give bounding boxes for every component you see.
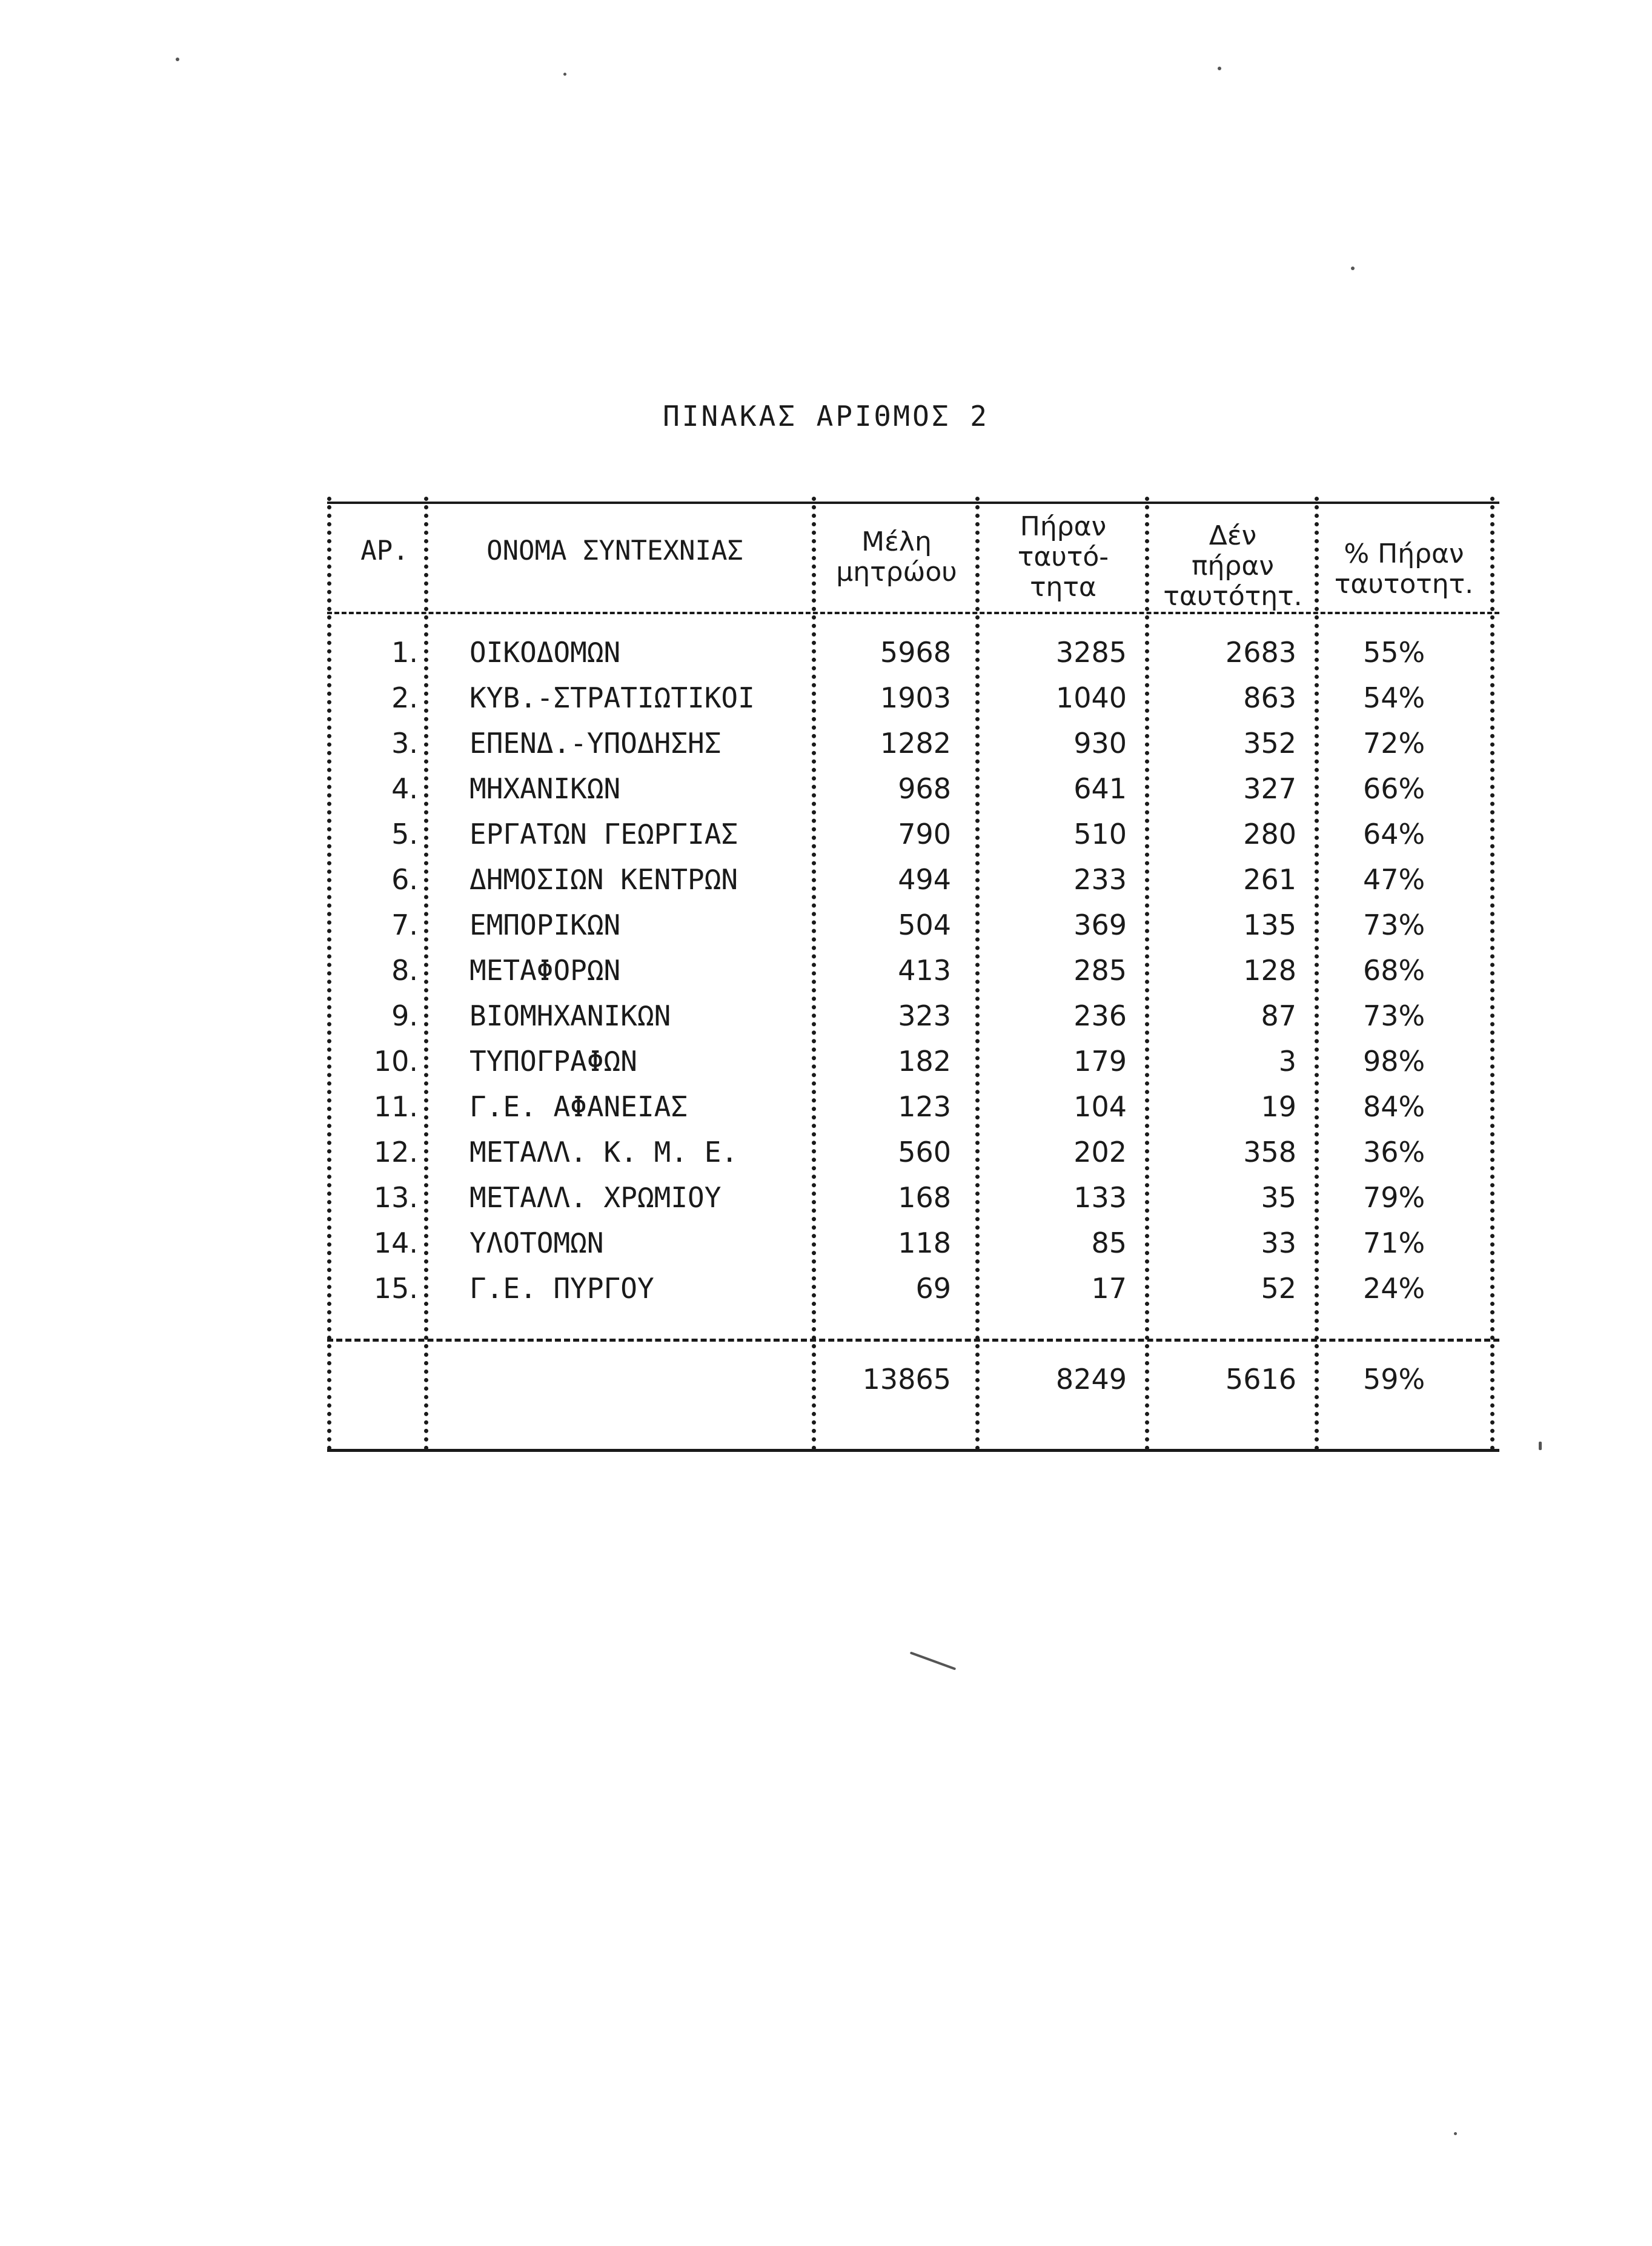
table-row: [327, 954, 1499, 1000]
row-not: 863: [1243, 681, 1296, 714]
total-members: 13865: [862, 1363, 951, 1396]
scan-mark: [910, 1651, 957, 1670]
row-got: 202: [1073, 1136, 1127, 1168]
row-name: ΕΡΓΑΤΩΝ ΓΕΩΡΓΙΑΣ: [469, 818, 738, 850]
row-not: 352: [1243, 727, 1296, 760]
row-got: 285: [1073, 954, 1127, 987]
row-members: 504: [898, 909, 951, 941]
header-got: [984, 512, 1142, 603]
table-row: [327, 1272, 1499, 1318]
total-not: 5616: [1225, 1363, 1296, 1396]
row-members: 123: [898, 1090, 951, 1123]
row-pct: 84%: [1363, 1090, 1425, 1123]
row-got: 930: [1073, 727, 1127, 760]
row-got: 133: [1073, 1181, 1127, 1214]
row-got: 236: [1073, 999, 1127, 1032]
row-members: 413: [898, 954, 951, 987]
scan-speck: [1218, 67, 1221, 70]
table-row: [327, 772, 1499, 818]
header-got-line: ταυτό-: [1017, 542, 1109, 572]
table-row: [327, 1045, 1499, 1091]
header-got-line: τητα: [1030, 572, 1096, 603]
row-got: 17: [1091, 1272, 1127, 1305]
table-bottom-rule: [327, 1449, 1499, 1452]
row-not: 135: [1243, 909, 1296, 941]
header-nr: ΑΡ.: [360, 535, 409, 566]
row-members: 494: [898, 863, 951, 896]
row-nr: 4.: [391, 772, 418, 805]
row-nr: 5.: [391, 818, 418, 850]
row-got: 233: [1073, 863, 1127, 896]
row-nr: 7.: [391, 909, 418, 941]
row-members: 182: [898, 1045, 951, 1078]
total-got: 8249: [1055, 1363, 1127, 1396]
scan-speck: [1454, 2132, 1457, 2135]
row-not: 358: [1243, 1136, 1296, 1168]
page-title: ΠΙΝΑΚΑΣ ΑΡΙΘΜΟΣ 2: [663, 400, 989, 432]
row-pct: 73%: [1363, 909, 1425, 941]
header-pct-line: % Πήραν: [1344, 538, 1464, 569]
row-got: 179: [1073, 1045, 1127, 1078]
row-members: 69: [915, 1272, 951, 1305]
row-members: 560: [898, 1136, 951, 1168]
row-pct: 64%: [1363, 818, 1425, 850]
row-name: ΜΕΤΑΦΟΡΩΝ: [469, 954, 621, 987]
header-members-line: Μέλη: [861, 526, 932, 557]
row-got: 369: [1073, 909, 1127, 941]
row-not: 33: [1261, 1227, 1296, 1259]
row-name: ΕΠΕΝΔ.-ΥΠΟΔΗΣΗΣ: [469, 727, 722, 760]
row-members: 323: [898, 999, 951, 1032]
table-row: [327, 1181, 1499, 1227]
row-name: ΕΜΠΟΡΙΚΩΝ: [469, 909, 621, 941]
row-nr: 10.: [373, 1045, 418, 1078]
row-name: ΤΥΠΟΓΡΑΦΩΝ: [469, 1045, 637, 1078]
scan-speck: [563, 73, 566, 76]
header-pct: [1321, 539, 1487, 600]
scan-speck: [176, 58, 179, 61]
row-members: 968: [898, 772, 951, 805]
row-pct: 71%: [1363, 1227, 1425, 1259]
total-pct: 59%: [1363, 1363, 1425, 1396]
row-not: 2683: [1225, 636, 1296, 669]
row-not: 3: [1278, 1045, 1296, 1078]
table-row: [327, 1227, 1499, 1273]
row-nr: 3.: [391, 727, 418, 760]
header-not-line: Δέν: [1209, 520, 1257, 551]
row-pct: 24%: [1363, 1272, 1425, 1305]
row-members: 1282: [880, 727, 951, 760]
row-members: 168: [898, 1181, 951, 1214]
totals-separator: [327, 1339, 1499, 1342]
row-pct: 79%: [1363, 1181, 1425, 1214]
union-id-table: [327, 485, 1499, 1451]
row-nr: 12.: [373, 1136, 418, 1168]
header-not-line: πήραν: [1192, 551, 1274, 581]
table-row: [327, 681, 1499, 727]
header-not-line: ταυτότητ.: [1163, 581, 1302, 612]
row-got: 104: [1073, 1090, 1127, 1123]
row-name: Γ.Ε. ΠΥΡΓΟΥ: [469, 1272, 654, 1305]
header-pct-line: ταυτοτητ.: [1334, 569, 1474, 600]
row-name: ΜΕΤΑΛΛ. Κ. Μ. Ε.: [469, 1136, 738, 1168]
scan-speck: [1351, 267, 1355, 270]
row-pct: 73%: [1363, 999, 1425, 1032]
row-name: ΚΥΒ.-ΣΤΡΑΤΙΩΤΙΚΟΙ: [469, 681, 755, 714]
row-name: ΟΙΚΟΔΟΜΩΝ: [469, 636, 621, 669]
table-top-rule: [327, 502, 1499, 504]
row-pct: 98%: [1363, 1045, 1425, 1078]
row-name: Γ.Ε. ΑΦΑΝΕΙΑΣ: [469, 1090, 688, 1123]
table-row: [327, 727, 1499, 773]
header-got-line: Πήραν: [1020, 511, 1107, 542]
row-pct: 47%: [1363, 863, 1425, 896]
row-not: 35: [1261, 1181, 1296, 1214]
row-got: 641: [1073, 772, 1127, 805]
scan-speck: [1539, 1442, 1542, 1450]
row-nr: 15.: [373, 1272, 418, 1305]
header-members-line: μητρώου: [836, 557, 957, 588]
row-got: 510: [1073, 818, 1127, 850]
row-nr: 9.: [391, 999, 418, 1032]
table-row: [327, 863, 1499, 909]
row-pct: 55%: [1363, 636, 1425, 669]
table-row: [327, 1090, 1499, 1136]
table-row: [327, 999, 1499, 1045]
row-name: ΔΗΜΟΣΙΩΝ ΚΕΝΤΡΩΝ: [469, 863, 738, 896]
row-pct: 54%: [1363, 681, 1425, 714]
row-nr: 2.: [391, 681, 418, 714]
row-name: ΥΛΟΤΟΜΩΝ: [469, 1227, 604, 1259]
row-nr: 13.: [373, 1181, 418, 1214]
row-not: 327: [1243, 772, 1296, 805]
row-nr: 14.: [373, 1227, 418, 1259]
row-pct: 36%: [1363, 1136, 1425, 1168]
table-row: [327, 636, 1499, 682]
header-members: [824, 527, 969, 588]
row-got: 85: [1091, 1227, 1127, 1259]
row-not: 52: [1261, 1272, 1296, 1305]
row-pct: 66%: [1363, 772, 1425, 805]
row-members: 5968: [880, 636, 951, 669]
row-nr: 1.: [391, 636, 418, 669]
header-not: [1154, 521, 1312, 612]
row-pct: 72%: [1363, 727, 1425, 760]
header-separator: [327, 612, 1499, 614]
table-row: [327, 909, 1499, 955]
table-row: [327, 1136, 1499, 1182]
row-not: 19: [1261, 1090, 1296, 1123]
row-got: 1040: [1055, 681, 1127, 714]
row-not: 128: [1243, 954, 1296, 987]
row-name: ΒΙΟΜΗΧΑΝΙΚΩΝ: [469, 999, 671, 1032]
row-members: 118: [898, 1227, 951, 1259]
row-not: 261: [1243, 863, 1296, 896]
row-nr: 6.: [391, 863, 418, 896]
row-nr: 8.: [391, 954, 418, 987]
row-members: 1903: [880, 681, 951, 714]
totals-row: [327, 1363, 1499, 1409]
row-name: ΜΕΤΑΛΛ. ΧΡΩΜΙΟΥ: [469, 1181, 722, 1214]
row-members: 790: [898, 818, 951, 850]
row-not: 87: [1261, 999, 1296, 1032]
row-not: 280: [1243, 818, 1296, 850]
row-pct: 68%: [1363, 954, 1425, 987]
row-nr: 11.: [373, 1090, 418, 1123]
table-row: [327, 818, 1499, 864]
header-name: ΟΝΟΜΑ ΣΥΝΤΕΧΝΙΑΣ: [486, 535, 743, 566]
row-got: 3285: [1055, 636, 1127, 669]
row-name: ΜΗΧΑΝΙΚΩΝ: [469, 772, 621, 805]
